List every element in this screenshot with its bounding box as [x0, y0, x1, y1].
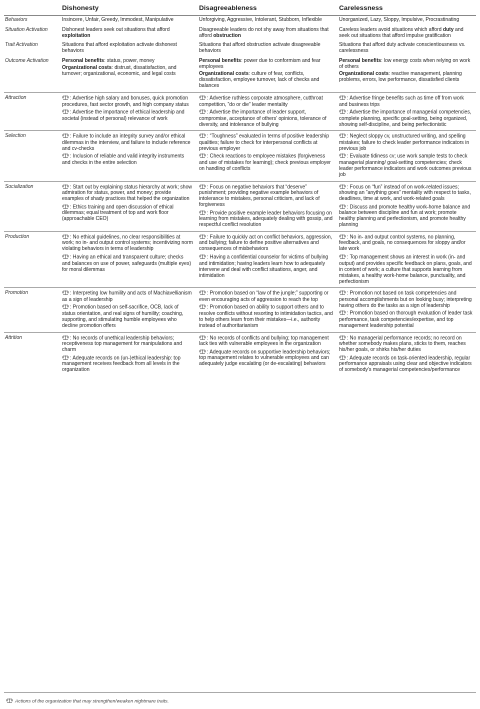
cell-item — [199, 109, 333, 128]
cell-item — [62, 109, 193, 122]
row-label: Behaviors — [5, 17, 28, 23]
cell-item — [62, 254, 193, 273]
cell-carelessness — [336, 231, 476, 287]
table-row — [4, 288, 476, 332]
cell-item — [339, 95, 473, 108]
footnote-text: Actions of the organization that may strengthen/weaken nightmare traits. — [15, 699, 169, 705]
scale-icon — [339, 310, 346, 315]
table-row — [4, 92, 476, 130]
cell-text: : distrust, dissatisfaction, and turnover; organizational, economic, and legal costs — [62, 65, 177, 78]
cell-carelessness — [336, 181, 476, 231]
cell-text: : Promotion based on thorough evaluation of leader task performance, task competencies/expertise, and top management leadership potential — [339, 310, 473, 329]
cell-disagreeableness — [196, 131, 336, 181]
row-label: Production — [4, 231, 59, 287]
scale-icon — [62, 204, 69, 209]
cell-item — [339, 153, 473, 178]
cell-disagreeableness — [196, 57, 336, 93]
cell-item — [62, 42, 193, 54]
row-label: Attrition — [4, 332, 59, 376]
cell-bold-text: Personal benefits — [199, 57, 242, 64]
cell-bold-text: exploitation — [62, 32, 91, 39]
cell-text: : Start out by explaining status hierarchy at work; show admiration for status, power, and money; provide examples of shady practices that helped the organization — [62, 184, 193, 203]
cell-item — [339, 184, 473, 203]
cell-item — [199, 95, 333, 108]
cell-dishonesty — [59, 288, 196, 332]
scale-icon — [199, 349, 206, 354]
table-row — [4, 16, 476, 26]
cell-item — [62, 184, 193, 203]
cell-text: : Evaluate tidiness cv; use work sample tests to check managerial planning/ goal-setting competencies; check leader performance indicators and work outcomes previous job — [339, 153, 472, 178]
cell-item — [199, 184, 333, 209]
cell-item — [339, 109, 473, 128]
cell-item — [199, 133, 333, 152]
cell-text: : Interpreting low humility and acts of Machiavellianism as a sign of leadership — [62, 290, 192, 303]
cell-text: : Having an ethical and transparent culture; checks and balances on use of power, safeguards (multiple eyes) for moral dilemmas — [62, 254, 192, 273]
cell-item — [62, 355, 193, 374]
table-row — [4, 41, 476, 57]
scale-icon — [199, 95, 206, 100]
cell-item — [199, 42, 333, 54]
cell-text: : No records of conflicts and bullying; top management lack ties with vulnerable employees in the organization — [199, 335, 329, 348]
header-disagreeableness: Disagreeableness — [196, 3, 336, 16]
scale-icon — [199, 234, 206, 239]
scale-icon — [339, 355, 346, 360]
cell-text: : Focus on “fun” instead of on work-related issues; showing an “anything goes” mentality with respect to tasks, deadlines, time at work, and work-related goals — [339, 184, 471, 203]
scale-icon — [6, 698, 13, 703]
cell-text: Disagreeable leaders do not shy away from situations that afford — [199, 26, 329, 39]
scale-icon — [62, 133, 69, 138]
cell-text: Insincere, Unfair, Greedy, Immodest, Manipulative — [62, 17, 174, 23]
cell-item — [339, 310, 473, 329]
cell-carelessness — [336, 41, 476, 57]
cell-item — [62, 27, 193, 39]
row-label: Situation Activation — [5, 26, 48, 33]
cell-bold-text: Personal benefits — [62, 57, 105, 64]
cell-text: and seek out situations that afford impulse gratification — [339, 26, 464, 39]
cell-item — [62, 335, 193, 354]
scale-icon — [199, 335, 206, 340]
cell-text: : Adequate records on task-oriented leadership, regular performance appraisals using clear and objective indicators of somebody’s managerial competencies/performance — [339, 355, 472, 374]
cell-bold-text: duty — [442, 26, 454, 33]
cell-text: : Check reactions to employee mistakes (forgiveness and use of mistakes for learning); check previous employer on handling of conflicts — [199, 153, 331, 172]
cell-text: : Advertise ruthless corporate atmosphere, cutthroat competition, “do or die” leader mentality — [199, 95, 323, 108]
row-label: Selection — [4, 131, 59, 181]
footnote — [6, 698, 169, 705]
cell-text: : Ethics training and open discussion of ethical dilemmas; equal treatment of top and work floor (approachable CEO) — [62, 204, 174, 223]
cell-item — [339, 290, 473, 309]
cell-text: : Focus on negative behaviors that “deserve” punishment; providing negative example behaviors of intolerance to mistakes, personal criticism, and lack of forgiveness — [199, 184, 320, 209]
scale-icon — [199, 133, 206, 138]
cell-dishonesty — [59, 57, 196, 93]
cell-text: : low energy costs when relying on work of others — [339, 57, 471, 70]
table-row — [4, 131, 476, 181]
cell-text: : Top management shows an interest in work (in- and output) and provides specific feedback on plans, goals, and in content of work; a culture that supports learning from mistakes, a healthy work-home balance, punctuality, and perfectionism — [339, 254, 472, 285]
table-row — [4, 26, 476, 42]
cell-text: : Advertise the importance of ethical leadership and societal (instead of personal) relevance of work — [62, 109, 185, 122]
scale-icon — [339, 290, 346, 295]
cell-text: Situations that afford exploitation activate dishonest behaviors — [62, 42, 177, 55]
cell-item — [199, 335, 333, 348]
scale-icon — [339, 109, 346, 114]
cell-item — [62, 153, 193, 166]
cell-text: : Discuss and promote healthy work-home balance and balance between discipline and fun at work; promote healthy planning and perfectionism, and promote healthy planning — [339, 204, 471, 229]
cell-dishonesty — [59, 92, 196, 130]
cell-dishonesty — [59, 231, 196, 287]
table-row — [4, 181, 476, 231]
scale-icon — [339, 153, 346, 158]
cell-dishonesty — [59, 16, 196, 26]
cell-text: Situations that afford duty activate conscientiousness vs. carelessness — [339, 42, 466, 55]
cell-item — [339, 335, 473, 354]
cell-item — [339, 254, 473, 285]
cell-text: : Failure to include an integrity survey and/or ethical dilemmas in the interview, and failure to include reference and cv-checks — [62, 133, 191, 152]
row-label: Promotion — [4, 288, 59, 332]
cell-item — [339, 42, 473, 54]
scale-icon — [199, 254, 206, 259]
scale-icon — [339, 234, 346, 239]
cell-carelessness — [336, 332, 476, 376]
cell-item — [62, 290, 193, 303]
header-carelessness: Carelessness — [336, 3, 476, 16]
cell-item — [339, 71, 473, 83]
cell-disagreeableness — [196, 332, 336, 376]
scale-icon — [62, 153, 69, 158]
bottom-divider — [4, 692, 476, 693]
cell-text: : Failure to quickly act on conflict behaviors, aggression, and bullying; failure to define positive alternatives and consequences of misbehaviors — [199, 234, 333, 253]
table-row — [4, 231, 476, 287]
cell-carelessness — [336, 57, 476, 93]
scale-icon — [62, 184, 69, 189]
cell-disagreeableness — [196, 92, 336, 130]
cell-text: : status, power, money — [104, 57, 155, 64]
cell-item — [199, 153, 333, 172]
cell-disagreeableness — [196, 181, 336, 231]
scale-icon — [199, 304, 206, 309]
cell-text: : Advertise fringe benefits such as time off from work and business trips — [339, 95, 464, 108]
cell-carelessness — [336, 92, 476, 130]
row-label: Trait Activation — [5, 42, 38, 49]
traits-table — [4, 3, 476, 376]
cell-text: : No managerial performance records; no record on whether somebody makes plans, sticks to them, reaches his/her goals, or shirks his/her duties — [339, 335, 466, 354]
cell-text: : Advertise the importance of managerial competencies, complete planning, specific goal-setting, being organized, showing self-discipline, and being perfectionistic — [339, 109, 472, 128]
cell-item — [199, 27, 333, 39]
cell-bold-text: Personal benefits — [339, 57, 382, 64]
cell-bold-text: Organizational costs — [339, 71, 389, 78]
cell-text: : Promotion not based on task competencies and personal accomplishments but on looking busy; interpreting having others do the tasks as a sign of leadership — [339, 290, 472, 309]
cell-item — [62, 17, 193, 23]
cell-text: Situations that afford obstruction activate disagreeable behaviors — [199, 42, 321, 55]
row-label: Attraction — [4, 92, 59, 130]
cell-item — [199, 71, 333, 89]
cell-text: : Inclusion of reliable and valid integrity instruments and checks in the entire selection — [62, 153, 185, 166]
row-label: Outcome Activation — [5, 57, 49, 64]
header-dishonesty: Dishonesty — [59, 3, 196, 16]
cell-text: : Advertise high salary and bonuses, quick promotion procedures, fast sector growth, and high company status — [62, 95, 189, 108]
cell-carelessness — [336, 288, 476, 332]
cell-item — [339, 133, 473, 152]
table-row — [4, 332, 476, 376]
cell-item — [199, 234, 333, 253]
cell-dishonesty — [59, 332, 196, 376]
cell-carelessness — [336, 26, 476, 42]
scale-icon — [199, 109, 206, 114]
scale-icon — [62, 254, 69, 259]
scale-icon — [62, 234, 69, 239]
cell-text: : Advertise the importance of leader support, compromise, acceptance of others’ opinions, tolerance of diversity, and intolerance of bullying — [199, 109, 327, 128]
scale-icon — [62, 304, 69, 309]
cell-text: : culture of fear, conflicts, dissatisfaction, employee turnover, lack of checks and balances — [199, 71, 320, 90]
cell-item — [199, 58, 333, 70]
cell-item — [199, 17, 333, 23]
cell-text: Dishonest leaders seek out situations that afford — [62, 26, 170, 33]
scale-icon — [62, 109, 69, 114]
header-empty — [4, 3, 59, 16]
cell-disagreeableness — [196, 41, 336, 57]
scale-icon — [199, 210, 206, 215]
cell-dishonesty — [59, 41, 196, 57]
cell-text: Unforgiving, Aggressive, Intolerant, Stubborn, Inflexible — [199, 17, 322, 23]
cell-item — [62, 234, 193, 253]
cell-carelessness — [336, 131, 476, 181]
cell-item — [199, 290, 333, 303]
cell-text: : No records of unethical leadership behaviors; receptiveness top management for manipulations and charm — [62, 335, 183, 354]
cell-text: Unorganized, Lazy, Sloppy, Impulsive, Procrastinating — [339, 17, 460, 23]
cell-dishonesty — [59, 26, 196, 42]
cell-item — [339, 17, 473, 23]
cell-bold-text: Organizational costs — [62, 65, 112, 72]
cell-item — [62, 58, 193, 64]
cell-item — [339, 204, 473, 229]
cell-text: : Promotion based on self-sacrifice, OCB, lack of status orientation, and real signs of humility; coaching, supporting, and stimulating humble employees who decline promotion offers — [62, 304, 184, 329]
cell-bold-text: Organizational costs — [199, 71, 249, 78]
cell-disagreeableness — [196, 231, 336, 287]
cell-disagreeableness — [196, 288, 336, 332]
cell-item — [62, 304, 193, 329]
cell-dishonesty — [59, 181, 196, 231]
cell-disagreeableness — [196, 26, 336, 42]
scale-icon — [62, 335, 69, 340]
cell-text: : Adequate records on supportive leadership behaviors; top management relates to vulnerable employees and can adequately judge escalating (or de-escalating) behaviors — [199, 349, 331, 368]
cell-disagreeableness — [196, 16, 336, 26]
cell-item — [62, 204, 193, 223]
scale-icon — [339, 133, 346, 138]
scale-icon — [62, 95, 69, 100]
scale-icon — [62, 355, 69, 360]
cell-text: : No ethical guidelines, no clear responsibilities at work; no in- and output control systems; incentivizing norm violating behaviors in terms of leadership — [62, 234, 193, 253]
scale-icon — [62, 290, 69, 295]
cell-dishonesty — [59, 131, 196, 181]
cell-item — [339, 355, 473, 374]
header-row — [4, 3, 476, 16]
cell-text: : Promotion based on ability to support others and to resolve conflicts without resorting to intimidation tactics, and to help others learn from their mistakes—i.e., authority instead of authoritarianism — [199, 304, 333, 329]
cell-item — [199, 304, 333, 329]
cell-text: : Provide positive example leader behaviors focusing on learning from mistakes, adequately dealing with gossip, and respectful conflict resolution — [199, 210, 333, 229]
cell-text: : No in- and output control systems, no planning, feedback, and goals, no consequences for sloppy and/or late work — [339, 234, 466, 253]
scale-icon — [339, 184, 346, 189]
cell-item — [62, 133, 193, 152]
cell-item — [199, 349, 333, 368]
cell-item — [62, 65, 193, 77]
cell-text: Careless leaders avoid situations which afford — [339, 26, 443, 33]
table-row — [4, 57, 476, 93]
scale-icon — [339, 254, 346, 259]
cell-item — [339, 27, 473, 39]
scale-icon — [339, 335, 346, 340]
cell-text: : Neglect sloppy cv, unstructured writing, and spelling mistakes; failure to check leader performance indicators in previous job — [339, 133, 470, 152]
cell-text: : Adequate records on (un-)ethical leadership: top management receives feedback from all levels in the organization — [62, 355, 181, 374]
scale-icon — [199, 184, 206, 189]
cell-item — [199, 254, 333, 279]
scale-icon — [199, 153, 206, 158]
cell-item — [339, 58, 473, 70]
cell-text: : Promotion based on “law of the jungle;” supporting or even encouraging acts of aggression to reach the top — [199, 290, 329, 303]
cell-text: : power due to conformism and fear employees — [199, 57, 321, 70]
cell-carelessness — [336, 16, 476, 26]
table-body — [4, 16, 476, 376]
cell-item — [199, 210, 333, 229]
scale-icon — [339, 95, 346, 100]
row-label: Socialization — [4, 181, 59, 231]
cell-bold-text: obstruction — [213, 32, 241, 39]
cell-item — [339, 234, 473, 253]
scale-icon — [199, 290, 206, 295]
cell-item — [62, 95, 193, 108]
cell-text: : reactive management, planning problems, errors, low performance, dissatisfied clients — [339, 71, 462, 84]
scale-icon — [339, 204, 346, 209]
cell-text: : “Toughness” evaluated in terms of positive leadership qualities; failure to check for interpersonal conflicts at previous employer — [199, 133, 330, 152]
cell-text: : Having a confidential counselor for victims of bullying and intimidation; having leaders learn how to adequately intervene and deal with conflict situations, anger, and intimidation — [199, 254, 329, 279]
